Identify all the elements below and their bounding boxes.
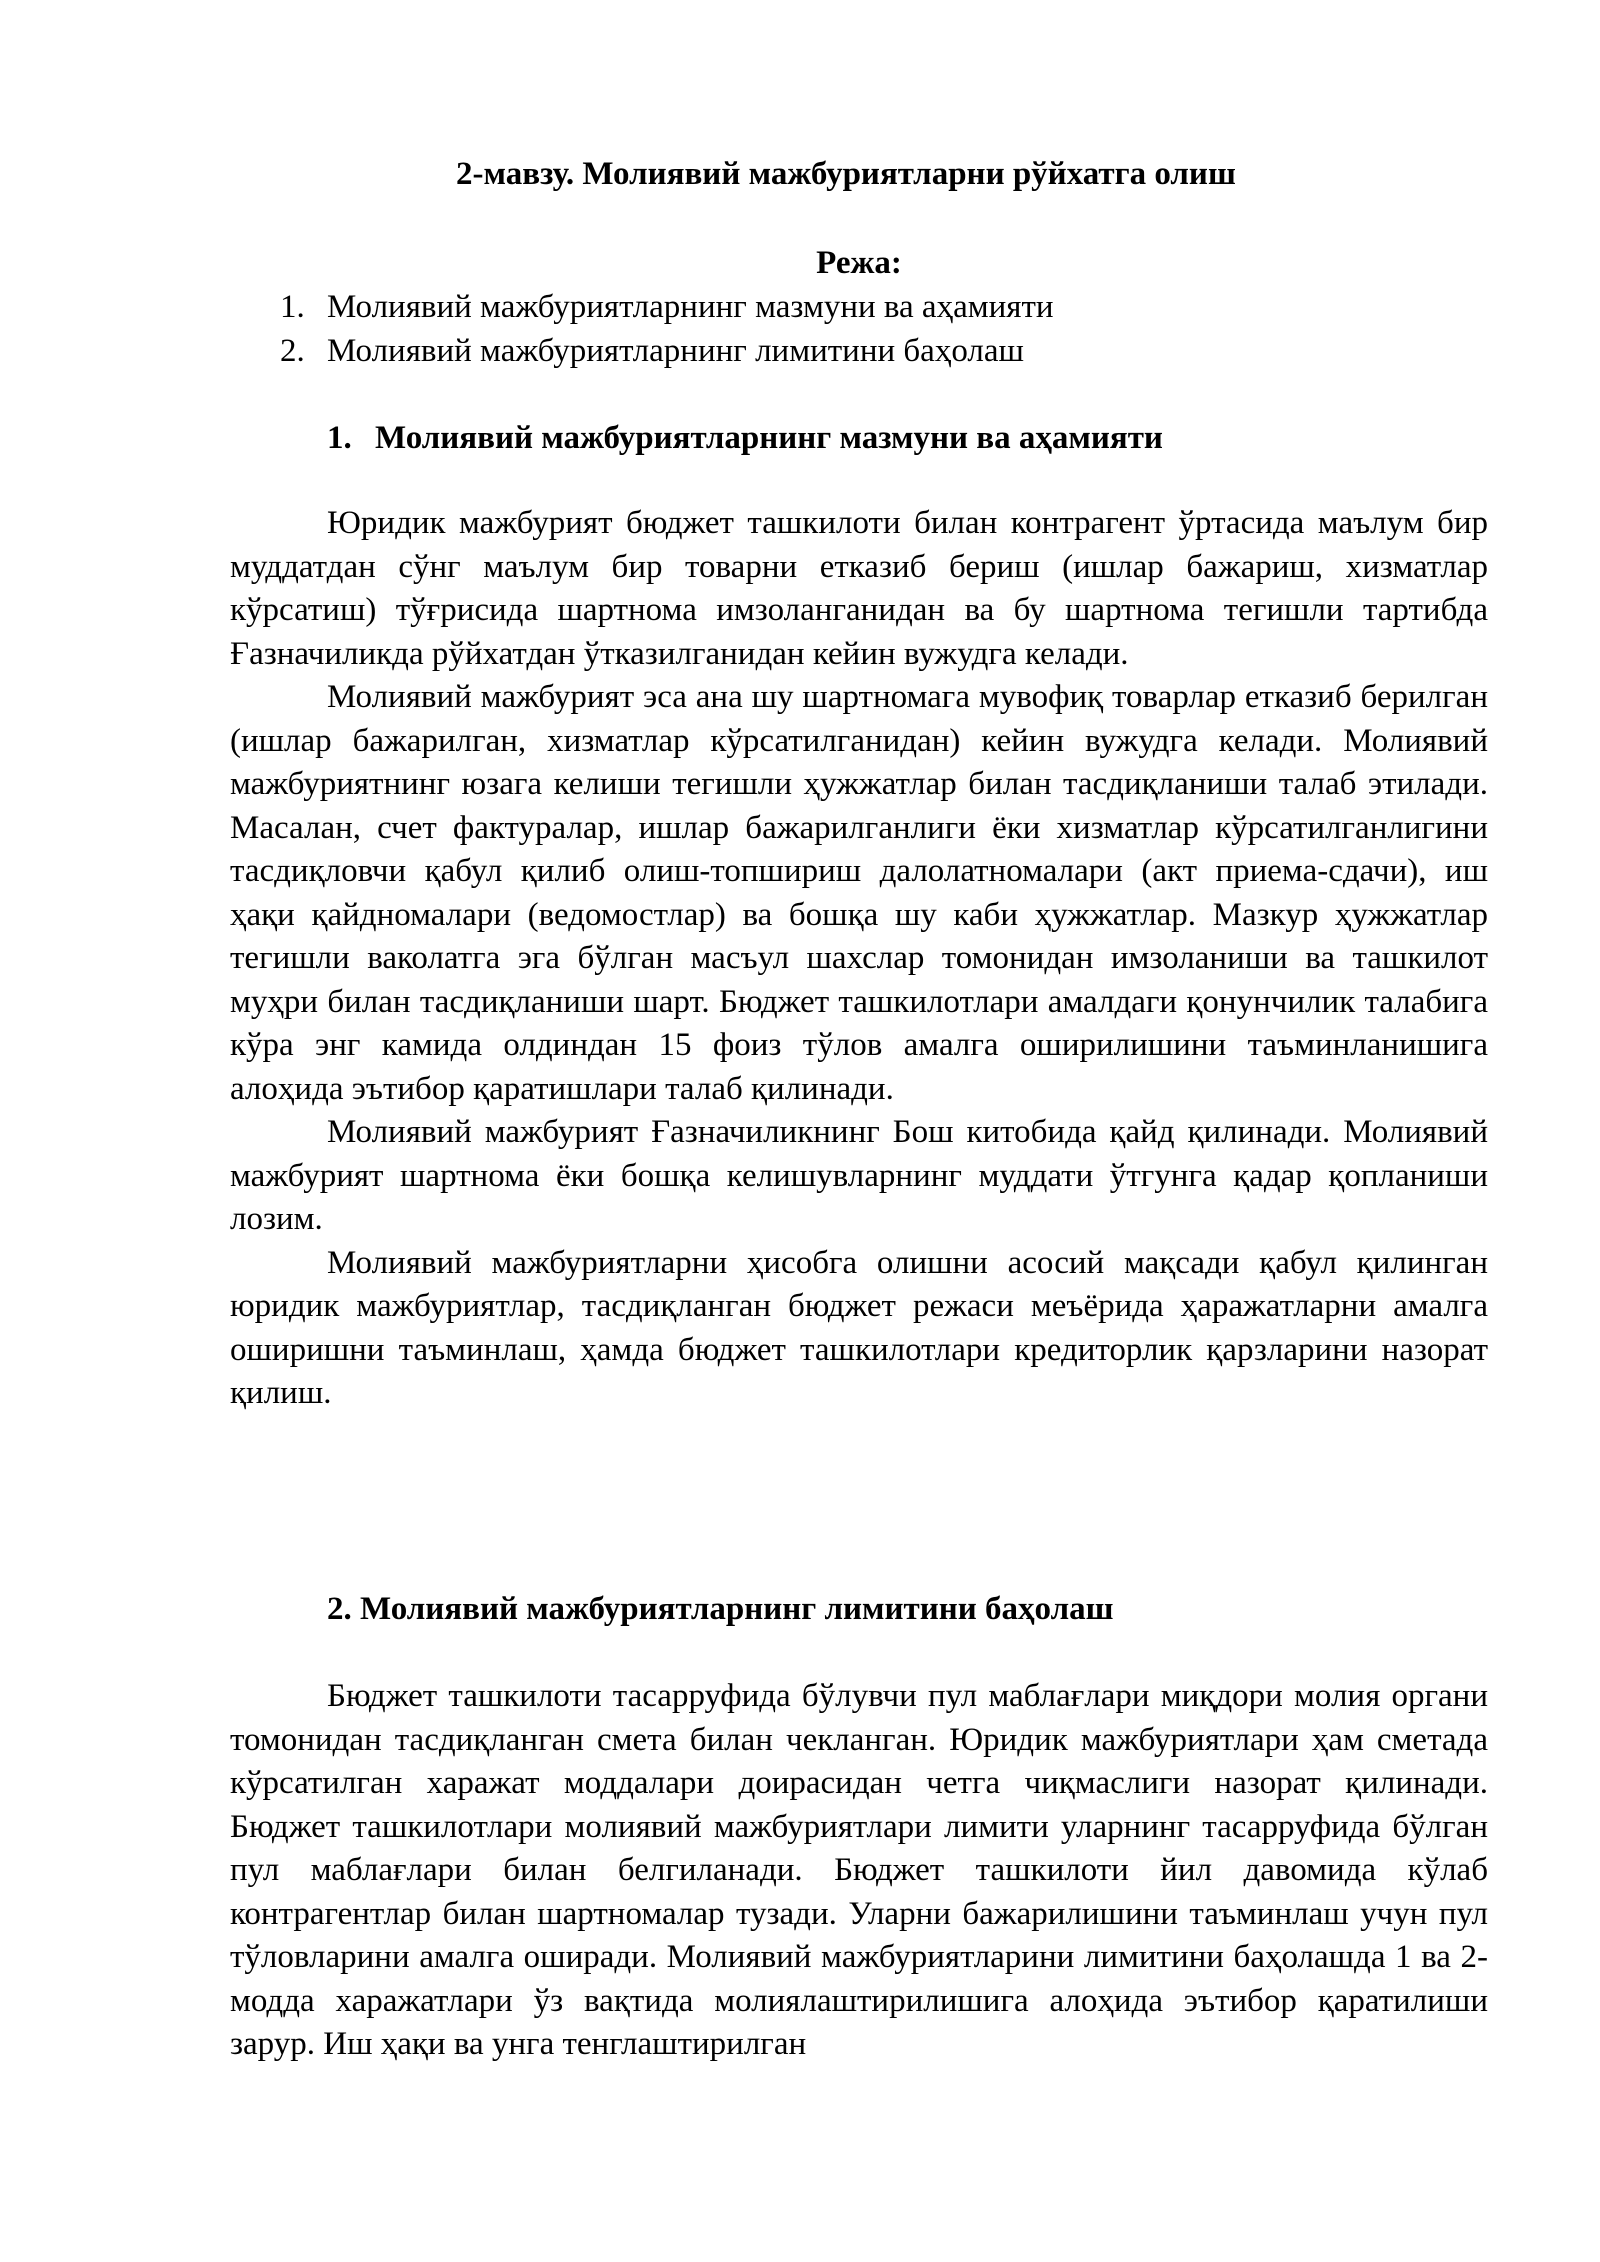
plan-item-number: 1. bbox=[280, 289, 305, 325]
plan-item bbox=[230, 329, 1054, 373]
plan-item-text: Молиявий мажбуриятларнинг лимитини баҳолаш bbox=[327, 333, 1024, 369]
body-paragraph: Молиявий мажбурият эса ана шу шартномага мувофиқ товарлар етказиб берилган (ишлар бажарилган, хизматлар кўрсатилганидан) кейин вужудга келади. Молиявий мажбуриятнинг юзага келиши тегишли ҳужжатлар билан тасдиқланиши талаб этилади. Масалан, счет фактуралар, ишлар бажарилганлиги ёки хизматлар кўрсатилганлигини тасдиқловчи қабул қилиб олиш-топшириш далолатномалари (акт приема-сдачи), иш ҳақи қайдномалари (ведомостлар) ва бошқа шу каби ҳужжатлар. Мазкур ҳужжатлар тегишли ваколатга эга бўлган масъул шахслар томонидан имзоланиши ва ташкилот муҳри билан тасдиқланиши шарт. Бюджет ташкилотлари амалдаги қонунчилик талабига кўра энг камида олдиндан 15 фоиз тўлов амалга оширилишини таъминланишига алоҳида эътибор қаратишлари талаб қилинади. bbox=[230, 679, 1488, 1107]
plan-item-text: Молиявий мажбуриятларнинг мазмуни ва аҳамияти bbox=[327, 289, 1054, 325]
section-1-number: 1. bbox=[327, 420, 352, 456]
section-1-heading bbox=[327, 418, 1163, 458]
plan-list bbox=[230, 285, 1054, 373]
plan-heading: Режа: bbox=[816, 245, 902, 281]
body-paragraph: Молиявий мажбуриятларни ҳисобга олишни асосий мақсади қабул қилинган юридик мажбуриятлар, тасдиқланган бюджет режаси меъёрида ҳаражатларни амалга оширишни таъминлаш, ҳамда бюджет ташкилотлари кредиторлик қарзларини назорат қилиш. bbox=[230, 1244, 1488, 1411]
plan-item bbox=[230, 285, 1054, 329]
section-2-body bbox=[230, 1675, 1488, 2067]
section-2-heading: 2. Молиявий мажбуриятларнинг лимитини баҳолаш bbox=[327, 1591, 1114, 1627]
body-paragraph: Молиявий мажбурият Ғазначиликнинг Бош китобида қайд қилинади. Молиявий мажбурият шартнома ёки бошқа келишувларнинг муддати ўтгунга қадар қопланиши лозим. bbox=[230, 1114, 1488, 1237]
plan-item-number: 2. bbox=[280, 333, 305, 369]
body-paragraph: Бюджет ташкилоти тасарруфида бўлувчи пул маблағлари миқдори молия органи томонидан тасдиқланган смета билан чекланган. Юридик мажбуриятлари ҳам сметада кўрсатилган харажат моддалари доирасидан четга чиқмаслиги назорат қилинади. Бюджет ташкилотлари молиявий мажбуриятлари лимити уларнинг тасарруфида бўлган пул маблағлари билан белгиланади. Бюджет ташкилоти йил давомида кўлаб контрагентлар билан шартномалар тузади. Уларни бажарилишини таъминлаш учун пул тўловларини амалга оширади. Молиявий мажбуриятларини лимитини баҳолашда 1 ва 2-модда харажатлари ўз вақтида молиялаштирилишига алоҳида эътибор қаратилиши зарур. Иш ҳақи ва унга тенглаштирилган bbox=[230, 1678, 1488, 2062]
section-1-body bbox=[230, 502, 1488, 1416]
body-paragraph: Юридик мажбурият бюджет ташкилоти билан контрагент ўртасида маълум бир муддатдан сўнг маълум бир товарни етказиб бериш (ишлар бажариш, хизматлар кўрсатиш) тўғрисида шартнома имзоланганидан ва бу шартнома тегишли тартибда Ғазначиликда рўйхатдан ўтказилганидан кейин вужудга келади. bbox=[230, 505, 1488, 672]
document-page bbox=[230, 0, 1488, 2262]
section-1-title: Молиявий мажбуриятларнинг мазмуни ва аҳамияти bbox=[375, 420, 1163, 456]
page-title: 2-мавзу. Молиявий мажбуриятларни рўйхатга олиш bbox=[456, 156, 1236, 192]
